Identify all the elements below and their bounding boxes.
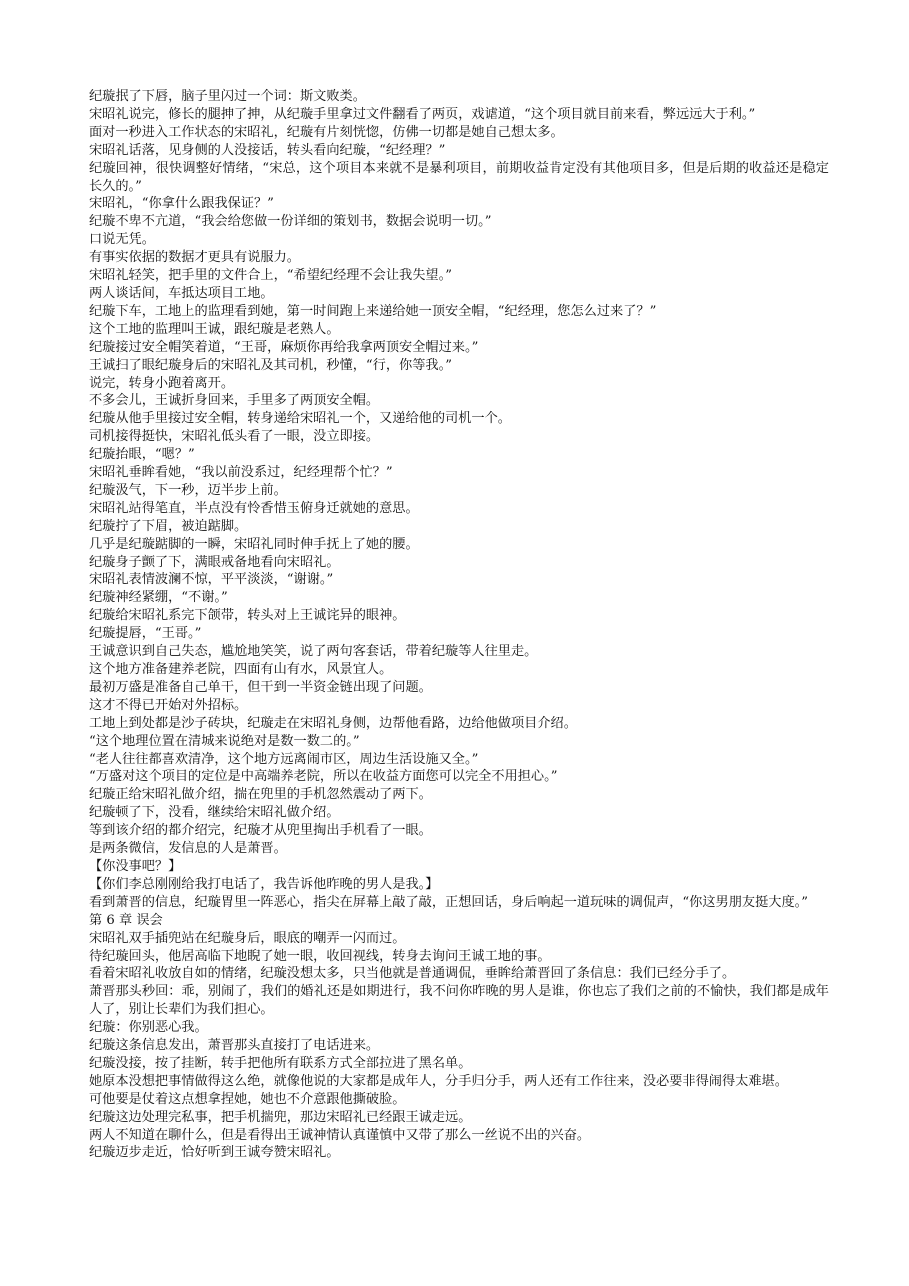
paragraph: 宋昭礼垂眸看她，“我以前没系过，纪经理帮个忙？”	[89, 465, 393, 481]
paragraph: 第 6 章 误会	[89, 912, 163, 928]
paragraph: 宋昭礼轻笑，把手里的文件合上，“希望纪经理不会让我失望。”	[89, 268, 452, 284]
paragraph: 纪璇这边处理完私事，把手机揣兜，那边宋昭礼已经跟王诚走远。	[89, 1109, 472, 1125]
paragraph: 纪璇接过安全帽笑着道，“王哥，麻烦你再给我拿两顶安全帽过来。”	[89, 339, 479, 355]
paragraph: 最初万盛是准备自己单干，但干到一半资金链出现了问题。	[89, 679, 432, 695]
paragraph: 她原本没想把事情做得这么绝，就像他说的大家都是成年人，分手归分手，两人还有工作往来，没必要非得闹得太难堪。	[89, 1073, 788, 1089]
paragraph: 纪璇抬眼，“嗯？”	[89, 447, 195, 463]
paragraph: 纪璇从他手里接过安全帽，转身递给宋昭礼一个，又递给他的司机一个。	[89, 411, 511, 427]
paragraph: 面对一秒进入工作状态的宋昭礼，纪璇有片刻恍惚，仿佛一切都是她自己想太多。	[89, 124, 564, 140]
paragraph: “万盛对这个项目的定位是中高端养老院，所以在收益方面您可以完全不用担心。”	[89, 769, 558, 785]
paragraph: 纪璇下车，工地上的监理看到她，第一时间跑上来递给她一顶安全帽，“纪经理，您怎么过来了？”	[89, 303, 657, 319]
paragraph: 纪璇这条信息发出，萧晋那头直接打了电话进来。	[89, 1038, 380, 1054]
paragraph: 纪璇没接，按了挂断，转手把他所有联系方式全部拉进了黑名单。	[89, 1055, 472, 1071]
paragraph: “老人往往都喜欢清净，这个地方远离闹市区，周边生活设施又全。”	[89, 751, 479, 767]
paragraph: 纪璇提唇，“王哥。”	[89, 626, 202, 642]
paragraph: 司机接得挺快，宋昭礼低头看了一眼，没立即接。	[89, 429, 380, 445]
document-page	[89, 88, 829, 1162]
paragraph: 王诚扫了眼纪璇身后的宋昭礼及其司机，秒懂，“行，你等我。”	[89, 357, 452, 373]
paragraph: 纪璇迈步走近，恰好听到王诚夸赞宋昭礼。	[89, 1145, 340, 1161]
paragraph: 纪璇拧了下眉，被迫踮脚。	[89, 518, 248, 534]
paragraph: 纪璇：你别恶心我。	[89, 1020, 208, 1036]
paragraph: 王诚意识到自己失态，尴尬地笑笑，说了两句客套话，带着纪璇等人往里走。	[89, 644, 538, 660]
paragraph: 纪璇身子颤了下，满眼戒备地看向宋昭礼。	[89, 554, 340, 570]
paragraph: 等到该介绍的都介绍完，纪璇才从兜里掏出手机看了一眼。	[89, 823, 432, 839]
paragraph: 纪璇回神，很快调整好情绪，“宋总，这个项目本来就不是暴利项目，前期收益肯定没有其他项目多，但是后期的收益还是稳定长久的。”	[89, 160, 829, 194]
paragraph: 这个地方准备建养老院，四面有山有水，风景宜人。	[89, 662, 393, 677]
paragraph: 【你没事吧？】	[89, 858, 182, 874]
paragraph: 纪璇给宋昭礼系完下颌带，转头对上王诚诧异的眼神。	[89, 608, 406, 624]
paragraph: 看着宋昭礼收放自如的情绪，纪璇没想太多，只当他就是普通调侃，垂眸给萧晋回了条信息：我们已经分手了。	[89, 966, 736, 982]
paragraph: 宋昭礼话落，见身侧的人没接话，转头看向纪璇，“纪经理？”	[89, 142, 446, 158]
paragraph: 【你们李总刚刚给我打电话了，我告诉他昨晚的男人是我。】	[89, 876, 439, 892]
paragraph: 纪璇顿了下，没看，继续给宋昭礼做介绍。	[89, 805, 340, 821]
paragraph: 待纪璇回头，他居高临下地睨了她一眼，收回视线，转身去询问王诚工地的事。	[89, 948, 551, 964]
paragraph: 不多会儿，王诚折身回来，手里多了两顶安全帽。	[89, 393, 380, 409]
paragraph: 宋昭礼表情波澜不惊，平平淡淡，“谢谢。”	[89, 572, 334, 588]
paragraph: 纪璇正给宋昭礼做介绍，揣在兜里的手机忽然震动了两下。	[89, 787, 432, 803]
paragraph: 这个工地的监理叫王诚，跟纪璇是老熟人。	[89, 321, 340, 337]
paragraph: 纪璇神经紧绷，“不谢。”	[89, 590, 228, 606]
paragraph: 工地上到处都是沙子砖块，纪璇走在宋昭礼身侧，边帮他看路，边给他做项目介绍。	[89, 715, 577, 731]
paragraph: 纪璇汲气，下一秒，迈半步上前。	[89, 482, 287, 498]
paragraph: 看到萧晋的信息，纪璇胃里一阵恶心，指尖在屏幕上敲了敲，正想回话，身后响起一道玩味的调侃声，“你这男朋友挺大度。”	[89, 894, 809, 910]
paragraph: 纪璇抿了下唇，脑子里闪过一个词：斯文败类。	[89, 89, 366, 104]
paragraph: 两人不知道在聊什么，但是看得出王诚神情认真谨慎中又带了那么一丝说不出的兴奋。	[89, 1127, 591, 1143]
paragraph: 两人谈话间，车抵达项目工地。	[89, 285, 274, 301]
paragraph: 宋昭礼说完，修长的腿抻了抻，从纪璇手里拿过文件翻看了两页，戏谑道，“这个项目就目前来看，弊远远大于利。”	[89, 106, 756, 122]
paragraph: 口说无凭。	[89, 232, 155, 248]
paragraph: 宋昭礼站得笔直，半点没有怜香惜玉俯身迁就她的意思。	[89, 500, 419, 516]
paragraph: 是两条微信，发信息的人是萧晋。	[89, 841, 287, 857]
paragraph: “这个地理位置在清城来说绝对是数一数二的。”	[89, 733, 360, 749]
paragraph: 说完，转身小跑着离开。	[89, 375, 235, 391]
paragraph: 几乎是纪璇踮脚的一瞬，宋昭礼同时伸手抚上了她的腰。	[89, 536, 419, 552]
paragraph: 这才不得已开始对外招标。	[89, 697, 248, 713]
paragraph: 有事实依据的数据才更具有说服力。	[89, 250, 300, 266]
paragraph: 萧晋那头秒回：乖，别闹了，我们的婚礼还是如期进行，我不问你昨晚的男人是谁，你也忘了我们之前的不愉快，我们都是成年人了，别让长辈们为我们担心。	[89, 984, 829, 1018]
paragraph: 可他要是仗着这点想拿捏她，她也不介意跟他撕破脸。	[89, 1091, 406, 1107]
paragraph: 宋昭礼，“你拿什么跟我保证？”	[89, 196, 274, 212]
paragraph: 纪璇不卑不亢道，“我会给您做一份详细的策划书，数据会说明一切。”	[89, 214, 492, 230]
paragraph: 宋昭礼双手插兜站在纪璇身后，眼底的嘲弄一闪而过。	[89, 930, 406, 946]
